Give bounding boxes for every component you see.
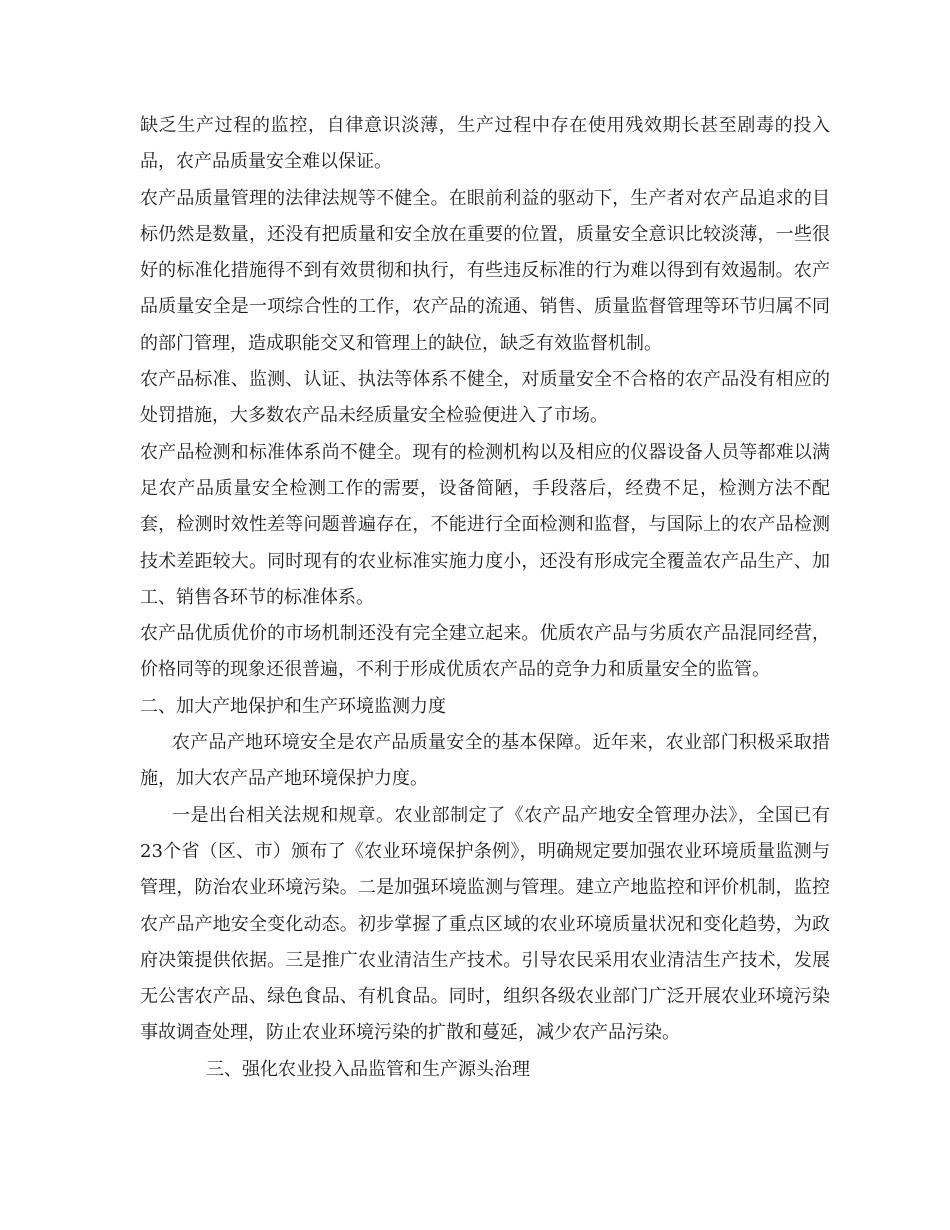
paragraph-market-mechanism: 农产品优质优价的市场机制还没有完全建立起来。优质农产品与劣质农产品混同经营，价格同等的现象还很普遍，不利于形成优质农产品的竞争力和质量安全的监管。 [140,623,830,681]
paragraph-measures: 一是出台相关法规和规章。农业部制定了《农产品产地安全管理办法》，全国已有23个省（区、市）颁布了《农业环境保护条例》，明确规定要加强农业环境质量监测与管理，防治农业环境污染。二是加强环境监测与管理。建立产地监控和评价机制，监控农产品产地安全变化动态。初步掌握了重点区域的农业环境质量状况和变化趋势，为政府决策提供依据。三是推广农业清洁生产技术。引导农民采用农业清洁生产技术，发展无公害农产品、绿色食品、有机食品。同时，组织各级农业部门广泛开展农业环境污染事故调查处理，防止农业环境污染的扩散和蔓延，减少农产品污染。 [140,804,830,1044]
paragraph-continuation: 缺乏生产过程的监控，自律意识淡薄，生产过程中存在使用残效期长甚至剧毒的投入品，农产品质量安全难以保证。 [140,115,830,173]
section-heading-3: 三、强化农业投入品监管和生产源头治理 [206,1058,530,1080]
paragraph-standards-systems: 农产品标准、监测、认证、执法等体系不健全，对质量安全不合格的农产品没有相应的处罚措施，大多数农产品未经质量安全检验便进入了市场。 [140,369,830,427]
paragraph-testing-systems: 农产品检测和标准体系尚不健全。现有的检测机构以及相应的仪器设备人员等都难以满足农产品质量安全检测工作的需要，设备简陋，手段落后，经费不足，检测方法不配套，检测时效性差等问题普遍存在，不能进行全面检测和监督，与国际上的农产品检测技术差距较大。同时现有的农业标准实施力度小，还没有形成完全覆盖农产品生产、加工、销售各环节的标准体系。 [140,441,830,608]
section-heading-2: 二、加大产地保护和生产环境监测力度 [140,695,446,717]
paragraph-environment-safety: 农产品产地环境安全是农产品质量安全的基本保障。近年来，农业部门积极采取措施，加大农产品产地环境保护力度。 [140,732,830,790]
paragraph-laws-regulations: 农产品质量管理的法律法规等不健全。在眼前利益的驱动下，生产者对农产品追求的目标仍然是数量，还没有把质量和安全放在重要的位置，质量安全意识比较淡薄，一些很好的标准化措施得不到有效贯彻和执行，有些违反标准的行为难以得到有效遏制。农产品质量安全是一项综合性的工作，农产品的流通、销售、质量监督管理等环节归属不同的部门管理，造成职能交叉和管理上的缺位，缺乏有效监督机制。 [140,187,830,354]
document-body [140,108,830,1088]
